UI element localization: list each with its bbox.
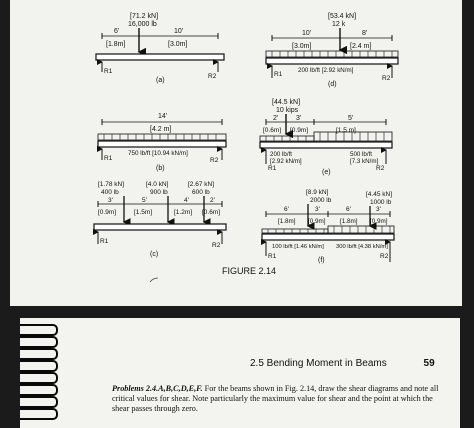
d-mdim-2: [2.4 m] xyxy=(350,43,372,50)
a-mdim-1: [1.8m] xyxy=(106,41,126,48)
f-tag: (f) xyxy=(318,257,325,264)
a-r2: R2 xyxy=(208,73,217,80)
problem-label: Problems 2.4.A,B,C,D,E,F. xyxy=(112,384,203,393)
e-load-top: [44.5 kN] xyxy=(272,99,301,106)
f-mdim-3: [1.8m] xyxy=(340,218,358,225)
f-load-bot-1: 2000 lb xyxy=(310,197,332,204)
f-load-top-2: [4.45 kN] xyxy=(366,191,393,198)
figure-page xyxy=(10,0,462,306)
f-mdim-2: [0.9m] xyxy=(308,218,326,225)
e-dim-2: 3' xyxy=(296,115,302,122)
d-r2: R2 xyxy=(382,75,391,82)
a-dim-2: 10' xyxy=(174,28,184,35)
b-dist-load: 750 lb/ft [10.94 kN/m] xyxy=(128,150,188,157)
f-dim-1: 6' xyxy=(284,206,289,213)
f-dist-left: 100 lb/ft [1.46 kN/m] xyxy=(272,244,324,250)
panel-d xyxy=(266,13,398,88)
f-load-bot-2: 1000 lb xyxy=(370,199,392,206)
c-mdim-4: [0.6m] xyxy=(202,209,221,216)
b-r2: R2 xyxy=(210,157,219,164)
panel-e xyxy=(260,99,392,176)
c-mdim-3: [1.2m] xyxy=(174,209,193,216)
f-r1: R1 xyxy=(268,253,277,260)
spiral-binding-ring xyxy=(20,396,58,408)
d-r1: R1 xyxy=(274,71,283,78)
c-dim-2: 5' xyxy=(142,197,147,204)
b-mspan: [4.2 m] xyxy=(150,126,172,133)
e-dist-left-1: 200 lb/ft xyxy=(270,151,293,158)
c-load-bot-3: 600 lb xyxy=(192,189,210,196)
a-mdim-2: [3.0m] xyxy=(168,41,188,48)
c-load-bot-2: 900 lb xyxy=(150,189,168,196)
panel-c xyxy=(94,181,226,258)
d-mdim-1: [3.0m] xyxy=(292,43,312,50)
figure-2-14 xyxy=(10,0,462,306)
c-mdim-1: [0.9m] xyxy=(98,209,117,216)
f-dim-3: 6' xyxy=(346,206,351,213)
c-load-top-3: [2.67 kN] xyxy=(188,181,215,188)
c-r2: R2 xyxy=(212,242,221,249)
e-mdim-1: [0.6m] xyxy=(263,127,282,134)
e-dist-right-1: 500 lb/ft xyxy=(350,151,373,158)
c-mdim-2: [1.5m] xyxy=(134,209,153,216)
spiral-binding-ring xyxy=(20,348,58,360)
c-tag: (c) xyxy=(150,251,159,258)
f-load-top-1: [8.9 kN] xyxy=(306,189,329,196)
b-span: 14' xyxy=(158,113,168,120)
section-heading xyxy=(250,358,435,369)
figure-caption: FIGURE 2.14 xyxy=(222,266,277,276)
panel-f xyxy=(262,189,394,264)
c-dim-4: 2' xyxy=(210,197,215,204)
problem-statement xyxy=(112,384,452,414)
e-tag: (e) xyxy=(322,169,331,176)
e-mdim-3: [1.5 m] xyxy=(336,127,356,134)
f-mdim-4: [0.9m] xyxy=(370,218,388,225)
f-dim-4: 3' xyxy=(376,206,381,213)
c-load-top-2: [4.0 kN] xyxy=(146,181,169,188)
c-r1: R1 xyxy=(100,238,109,245)
a-tag: (a) xyxy=(156,77,165,84)
b-tag: (b) xyxy=(156,165,165,172)
page-number: 59 xyxy=(423,358,435,369)
e-load-bot: 10 kips xyxy=(276,107,299,114)
c-load-top-1: [1.78 kN] xyxy=(98,181,125,188)
d-dist-load: 200 lb/ft [2.92 kN/m] xyxy=(298,67,354,74)
a-r1: R1 xyxy=(104,68,113,75)
a-load-top: [71.2 kN] xyxy=(130,13,159,20)
spiral-binding-ring xyxy=(20,384,58,396)
e-dist-right-2: [7.3 kN/m] xyxy=(350,158,379,165)
b-r1: R1 xyxy=(104,155,113,162)
e-r2: R2 xyxy=(376,165,385,172)
e-dim-1: 2' xyxy=(273,115,279,122)
textbook-page xyxy=(20,318,460,428)
a-dim-1: 6' xyxy=(114,28,120,35)
f-dist-right: 300 lb/ft [4.38 kN/m] xyxy=(336,244,388,250)
e-mdim-2: [0.9m] xyxy=(290,127,309,134)
c-load-bot-1: 400 lb xyxy=(101,189,119,196)
d-dim-2: 8' xyxy=(362,30,368,37)
e-dim-3: 5' xyxy=(348,115,354,122)
spiral-binding-ring xyxy=(20,372,58,384)
spiral-binding-ring xyxy=(20,324,58,336)
d-tag: (d) xyxy=(328,81,337,88)
spiral-binding-ring xyxy=(20,360,58,372)
d-dim-1: 10' xyxy=(302,30,312,37)
panel-b xyxy=(98,113,226,172)
e-r1: R1 xyxy=(268,165,277,172)
c-dim-3: 4' xyxy=(184,197,189,204)
a-load-bot: 16,000 lb xyxy=(128,21,157,28)
spiral-binding-ring xyxy=(20,336,58,348)
f-r2: R2 xyxy=(380,253,389,260)
f-dim-2: 3' xyxy=(315,206,320,213)
section-title: 2.5 Bending Moment in Beams xyxy=(250,358,387,369)
spiral-binding-ring xyxy=(20,408,58,420)
f-mdim-1: [1.8m] xyxy=(278,218,296,225)
problem-text: For the beams shown in Fig. 2.14, draw the shear diagrams and note all critical values for shear. Note particularly the maximum value for shear and the point at which the shear passes through zero. xyxy=(112,384,439,413)
panel-a xyxy=(96,13,224,84)
d-load-bot: 12 k xyxy=(332,21,346,28)
e-dist-left-2: [2.92 kN/m] xyxy=(270,158,302,165)
c-dim-1: 3' xyxy=(108,197,113,204)
d-load-top: [53.4 kN] xyxy=(328,13,357,20)
